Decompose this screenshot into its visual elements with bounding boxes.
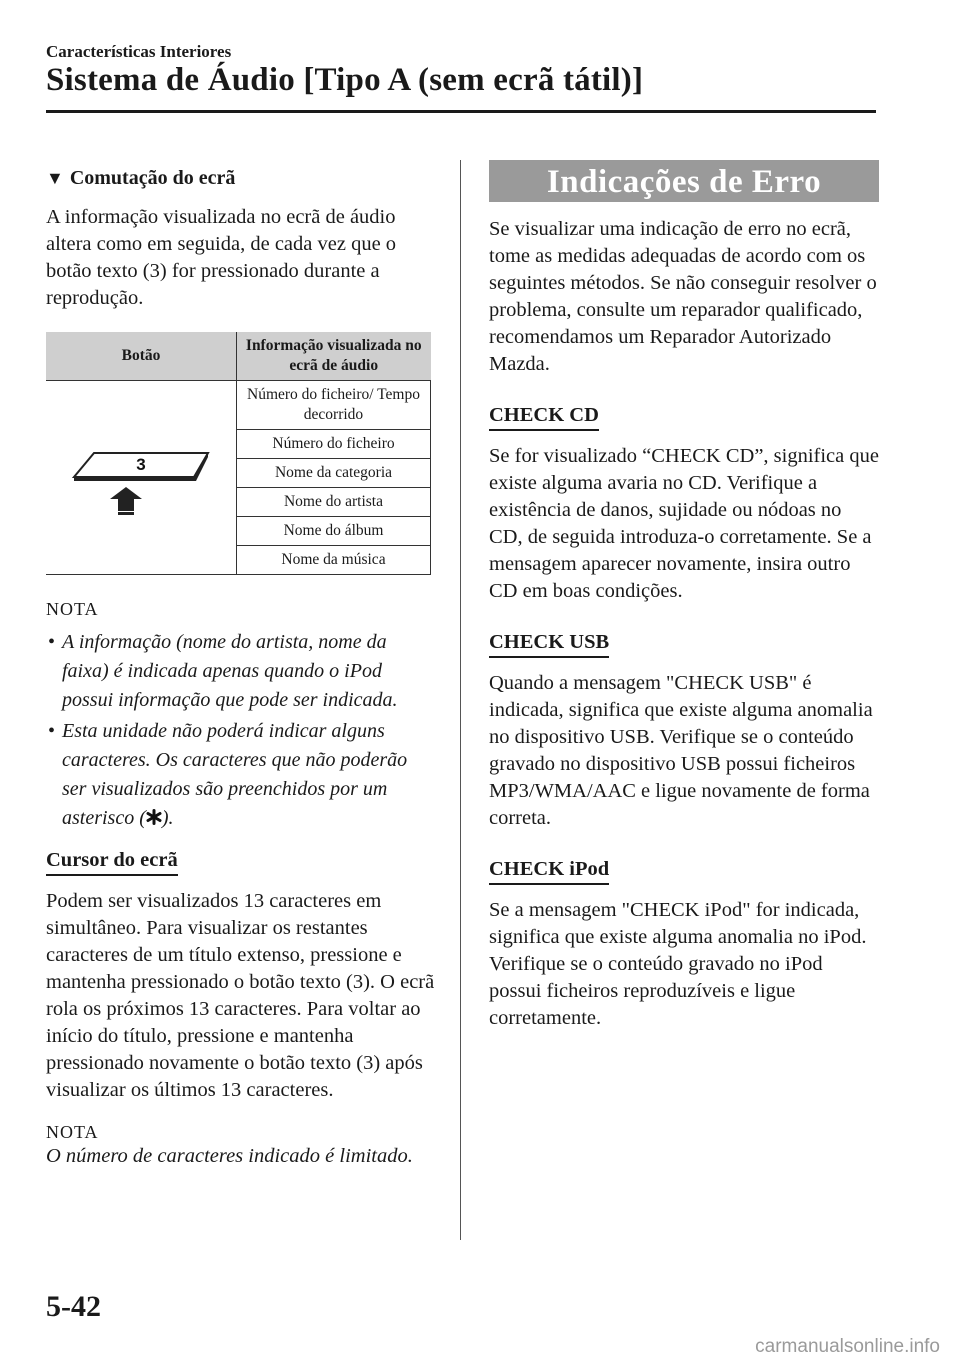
check-cd-heading: CHECK CD [489, 404, 599, 431]
cursor-text: Podem ser visualizados 13 caracteres em simultâneo. Para visualizar os restantes caracteres de um título extenso, pressione e mantenha pressionado o botão texto (3). O ecrã rola os próximos 13 caracteres. Para voltar ao início do título, pressione e mantenha pressionado novamente o botão texto (3) após visualizar os últimos 13 caracteres. [46, 890, 435, 1101]
watermark: carmanualsonline.info [755, 1336, 940, 1357]
switch-display-heading [46, 164, 436, 192]
triangle-down-icon: ▼ [46, 168, 64, 188]
section-label: Características Interiores [46, 42, 232, 61]
asterisk-icon [146, 809, 162, 825]
table-cell-info: Nome do artista [237, 488, 431, 517]
table-cell-info: Número do ficheiro [237, 430, 431, 459]
nota-item [46, 628, 436, 715]
nota-list [46, 628, 436, 833]
check-ipod-heading: CHECK iPod [489, 858, 609, 885]
table-cell-info: Número do ficheiro/ Tempo decorrido [237, 381, 431, 430]
switch-display-intro: A informação visualizada no ecrã de áudio altera como em seguida, de cada vez que o botão texto (3) for pressionado durante a reprodução. [46, 206, 397, 309]
nota-text-2: O número de caracteres indicado é limitado. [46, 1145, 413, 1167]
bullet-icon: • [48, 720, 56, 742]
switch-display-heading-text: Comutação do ecrã [69, 167, 236, 189]
nota-item [46, 717, 436, 833]
nota-item-text: Esta unidade não poderá indicar alguns caracteres. Os caracteres que não poderão ser visualizados são preenchidos por um asterisco ( [62, 720, 408, 829]
text-button-illustration [66, 435, 216, 515]
table-row [46, 381, 431, 430]
check-cd-text: Se for visualizado “CHECK CD”, significa que existe alguma avaria no CD. Verifique a existência de danos, sujidade ou nódoas no CD, de seguida introduza-o corretamente. Se a mensagem aparecer novamente, insira outro CD em boas condições. [489, 445, 879, 602]
check-usb-text: Quando a mensagem "CHECK USB" é indicada, significa que existe alguma anomalia no dispositivo USB. Verifique se o conteúdo gravado no dispositivo USB possui ficheiros MP3/WMA/AAC e ligue novamente de forma correta. [489, 672, 873, 829]
check-usb-heading: CHECK USB [489, 631, 609, 658]
display-info-table [46, 332, 431, 575]
cursor-heading: Cursor do ecrã [46, 849, 178, 876]
nota-item-end: ). [161, 807, 174, 829]
check-ipod-text: Se a mensagem "CHECK iPod" for indicada, significa que existe alguma anomalia no iPod. Verifique se o conteúdo gravado no iPod possui ficheiros reproduzíveis e ligue corretamente. [489, 899, 867, 1029]
page-number: 5-42 [46, 1290, 101, 1323]
text-button-illustration-cell [46, 381, 237, 575]
error-indications-banner: Indicações de Erro [489, 160, 879, 202]
table-header-button: Botão [46, 332, 237, 381]
header-rule [46, 110, 876, 113]
nota-item-text: A informação (nome do artista, nome da faixa) é indicada apenas quando o iPod possui informação que pode ser indicada. [62, 631, 398, 711]
table-cell-info: Nome da categoria [237, 459, 431, 488]
table-header-info: Informação visualizada no ecrã de áudio [237, 332, 431, 381]
table-cell-info: Nome da música [237, 546, 431, 575]
nota-label-2: NOTA [46, 1122, 99, 1142]
table-cell-info: Nome do álbum [237, 517, 431, 546]
page-title: Sistema de Áudio [Tipo A (sem ecrã tátil)] [46, 62, 644, 98]
nota-label: NOTA [46, 599, 99, 619]
column-divider [460, 160, 461, 1240]
button-number: 3 [136, 454, 146, 474]
bullet-icon: • [48, 631, 56, 653]
table-header-row [46, 332, 431, 381]
error-intro: Se visualizar uma indicação de erro no ecrã, tome as medidas adequadas de acordo com os seguintes métodos. Se não conseguir resolver o problema, consulte um reparador qualificado, recomendamos um Reparador Autorizado Mazda. [489, 218, 877, 375]
right-column [489, 160, 879, 1044]
press-arrow-icon [110, 487, 142, 515]
left-column [46, 160, 436, 1170]
